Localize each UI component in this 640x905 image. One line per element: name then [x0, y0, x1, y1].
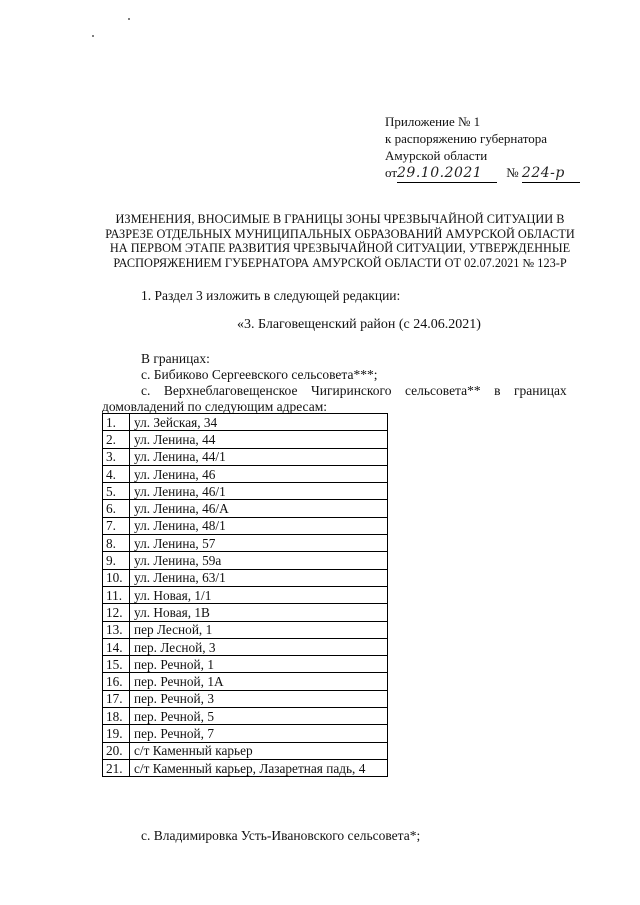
row-number: 14. [103, 638, 130, 655]
row-number: 10. [103, 569, 130, 586]
row-address: пер. Речной, 3 [130, 690, 388, 707]
date-prefix: от [385, 165, 398, 180]
row-address: пер. Речной, 5 [130, 708, 388, 725]
row-number: 11. [103, 586, 130, 603]
row-number: 13. [103, 621, 130, 638]
row-number: 21. [103, 759, 130, 776]
row-number: 18. [103, 708, 130, 725]
row-number: 20. [103, 742, 130, 759]
row-number: 7. [103, 517, 130, 534]
table-row [103, 742, 388, 759]
appendix-region: Амурской области [385, 148, 488, 163]
row-address: ул. Новая, 1/1 [130, 586, 388, 603]
heading-line-2: РАЗРЕЗЕ ОТДЕЛЬНЫХ МУНИЦИПАЛЬНЫХ ОБРАЗОВАНИЙ АМУРСКОЙ ОБЛАСТИ [105, 226, 575, 241]
row-address: пер. Лесной, 3 [130, 638, 388, 655]
row-number: 6. [103, 500, 130, 517]
table-row [103, 690, 388, 707]
row-number: 16. [103, 673, 130, 690]
row-address: пер. Речной, 7 [130, 725, 388, 742]
row-address: с/т Каменный карьер, Лазаретная падь, 4 [130, 759, 388, 776]
row-address: ул. Ленина, 44 [130, 431, 388, 448]
appendix-date-number-line [385, 164, 625, 183]
row-address: ул. Ленина, 48/1 [130, 517, 388, 534]
table-row [103, 708, 388, 725]
row-number: 5. [103, 483, 130, 500]
village-verkhneblagoveshchenskoe-cont: домовладений по следующим адресам: [102, 399, 328, 414]
row-number: 2. [103, 431, 130, 448]
number-prefix: № [506, 165, 519, 180]
table-row [103, 414, 388, 431]
table-row [103, 621, 388, 638]
row-number: 8. [103, 535, 130, 552]
table-row [103, 604, 388, 621]
table-row [103, 431, 388, 448]
row-number: 1. [103, 414, 130, 431]
table-row [103, 535, 388, 552]
row-address: ул. Ленина, 46/1 [130, 483, 388, 500]
table-row [103, 483, 388, 500]
row-address: с/т Каменный карьер [130, 742, 388, 759]
document-heading [90, 212, 590, 270]
table-row [103, 638, 388, 655]
village-vladimirovka: с. Владимировка Усть-Ивановского сельсовета*; [141, 828, 421, 843]
table-row [103, 586, 388, 603]
heading-line-4: РАСПОРЯЖЕНИЕМ ГУБЕРНАТОРА АМУРСКОЙ ОБЛАСТИ ОТ 02.07.2021 № 123-Р [113, 255, 567, 270]
row-number: 15. [103, 656, 130, 673]
village-bibikovo: с. Бибиково Сергеевского сельсовета***; [141, 367, 378, 382]
boundaries-label: В границах: [141, 351, 210, 366]
table-row [103, 552, 388, 569]
table-row [103, 517, 388, 534]
table-row [103, 569, 388, 586]
item-1: 1. Раздел 3 изложить в следующей редакции: [141, 288, 401, 303]
table-row [103, 656, 388, 673]
row-address: ул. Ленина, 46/А [130, 500, 388, 517]
row-number: 17. [103, 690, 130, 707]
section-title: «3. Благовещенский район (с 24.06.2021) [237, 317, 481, 332]
heading-line-3: НА ПЕРВОМ ЭТАПЕ РАЗВИТИЯ ЧРЕЗВЫЧАЙНОЙ СИТУАЦИИ, УТВЕРЖДЕННЫЕ [109, 241, 571, 255]
row-address: пер. Речной, 1 [130, 656, 388, 673]
appendix-block [385, 113, 625, 183]
row-address: ул. Ленина, 57 [130, 535, 388, 552]
table-row [103, 725, 388, 742]
address-table [102, 413, 388, 777]
row-number: 12. [103, 604, 130, 621]
row-number: 4. [103, 465, 130, 482]
row-address: ул. Ленина, 59а [130, 552, 388, 569]
table-row [103, 500, 388, 517]
scan-speck [92, 35, 94, 37]
row-address: ул. Ленина, 63/1 [130, 569, 388, 586]
heading-line-1: ИЗМЕНЕНИЯ, ВНОСИМЫЕ В ГРАНИЦЫ ЗОНЫ ЧРЕЗВЫЧАЙНОЙ СИТУАЦИИ В [115, 212, 565, 226]
row-number: 19. [103, 725, 130, 742]
row-address: пер. Речной, 1А [130, 673, 388, 690]
table-row [103, 448, 388, 465]
appendix-title: Приложение № 1 [385, 114, 481, 129]
row-address: ул. Новая, 1В [130, 604, 388, 621]
row-address: ул. Ленина, 46 [130, 465, 388, 482]
address-table-body [103, 414, 388, 777]
handwritten-date: 29.10.2021 [397, 165, 497, 183]
table-row [103, 673, 388, 690]
row-number: 3. [103, 448, 130, 465]
row-address: ул. Ленина, 44/1 [130, 448, 388, 465]
table-row [103, 465, 388, 482]
row-address: ул. Зейская, 34 [130, 414, 388, 431]
row-address: пер Лесной, 1 [130, 621, 388, 638]
row-number: 9. [103, 552, 130, 569]
village-verkhneblagoveshchenskoe: с. Верхнеблаговещенское Чигиринского сельсовета** в границах [141, 383, 567, 398]
scan-speck [128, 18, 130, 20]
appendix-to-order: к распоряжению губернатора [385, 131, 548, 146]
handwritten-number: 224-р [522, 165, 580, 183]
table-row [103, 759, 388, 776]
